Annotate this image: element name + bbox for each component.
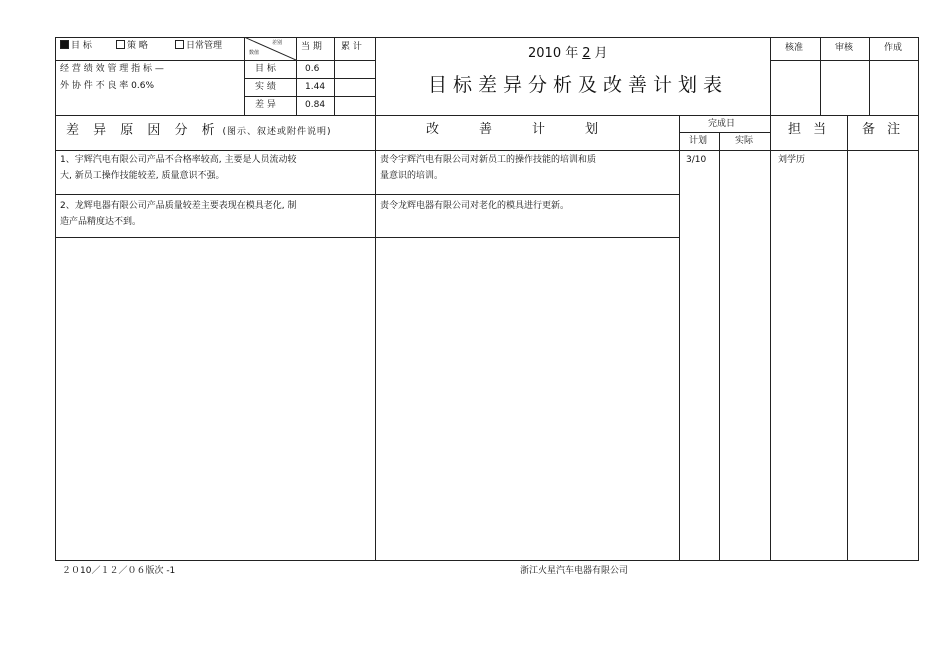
remark-header: 备 注: [862, 122, 905, 137]
line: [55, 37, 56, 561]
cause-header: 差 异 原 因 分 析 (图示、叙述或附件说明): [66, 123, 332, 138]
cause-text-line1: 1、宇辉汽电有限公司产品不合格率较高, 主要是人员流动较: [60, 155, 297, 165]
checkbox-strategy[interactable]: 策 略: [116, 40, 148, 52]
line: [55, 60, 244, 61]
footer-company: 浙江火星汽车电器有限公司: [520, 566, 629, 576]
line: [679, 115, 680, 561]
cause-text-line2: 造产品精度达不到。: [60, 217, 142, 227]
review-label: 审核: [835, 43, 854, 53]
checkbox-empty-icon: [175, 40, 184, 49]
line: [918, 37, 919, 561]
checkbox-daily[interactable]: 日常管理: [175, 40, 222, 52]
done-date-header: 完成日: [708, 119, 736, 129]
col-current-header: 当 期: [301, 42, 322, 52]
line: [55, 194, 679, 195]
row-label-actual: 实 绩: [255, 82, 276, 92]
owner-name: 刘学历: [778, 155, 806, 165]
row-value-variance: 0.84: [305, 100, 326, 110]
line: [244, 96, 375, 97]
actual-header: 实际: [735, 136, 754, 146]
line: [55, 560, 919, 561]
row-label-variance: 差 异: [255, 100, 276, 110]
line: [244, 78, 375, 79]
line: [679, 132, 770, 133]
col-cumulative-header: 累 计: [341, 42, 362, 52]
line: [296, 37, 297, 115]
line: [55, 115, 919, 116]
line: [770, 37, 771, 561]
checkbox-checked-icon: [60, 40, 69, 49]
line: [244, 60, 375, 61]
page-title: 目标差异分析及改善计划表: [428, 74, 729, 96]
checkbox-goal[interactable]: 目 标: [60, 40, 92, 52]
diag-label-top: 差别: [272, 40, 283, 46]
line: [770, 60, 919, 61]
line: [869, 37, 870, 115]
line: [334, 37, 335, 115]
approve-label: 核准: [785, 43, 804, 53]
row-value-target: 0.6: [305, 64, 320, 74]
author-label: 作成: [884, 43, 903, 53]
line: [847, 115, 848, 561]
diag-label-bottom: 数值: [249, 50, 260, 56]
checkbox-empty-icon: [116, 40, 125, 49]
planned-date: 3/10: [686, 155, 707, 165]
plan-text-line1: 责令宇辉汽电有限公司对新员工的操作技能的培训和质: [380, 155, 597, 165]
line: [820, 37, 821, 115]
cause-text-line1: 2、龙辉电器有限公司产品质量较差主要表现在模具老化, 制: [60, 201, 297, 211]
line: [55, 37, 919, 38]
owner-header: 担 当: [788, 122, 831, 137]
plan-header: 改善计划: [426, 122, 639, 137]
plan-text-line1: 责令龙辉电器有限公司对老化的模具进行更新。: [380, 201, 570, 211]
indicator-line2: 外 协 件 不 良 率 0.6%: [60, 81, 155, 91]
footer-version: ２０10／１２／０６版次 -1: [62, 566, 176, 576]
month-value: 2: [582, 46, 591, 61]
line: [55, 237, 679, 238]
row-label-target: 目 标: [255, 64, 276, 74]
row-value-actual: 1.44: [305, 82, 326, 92]
indicator-line1: 经 营 绩 效 管 理 指 标 —: [60, 64, 164, 74]
planned-header: 计划: [689, 136, 708, 146]
plan-text-line2: 量意识的培训。: [380, 171, 444, 181]
cause-text-line2: 大, 新员工操作技能较差, 质量意识不强。: [60, 171, 225, 181]
date-line: 2010 年 2 月: [528, 46, 608, 61]
line: [55, 150, 919, 151]
line: [375, 37, 376, 561]
line: [719, 132, 720, 561]
